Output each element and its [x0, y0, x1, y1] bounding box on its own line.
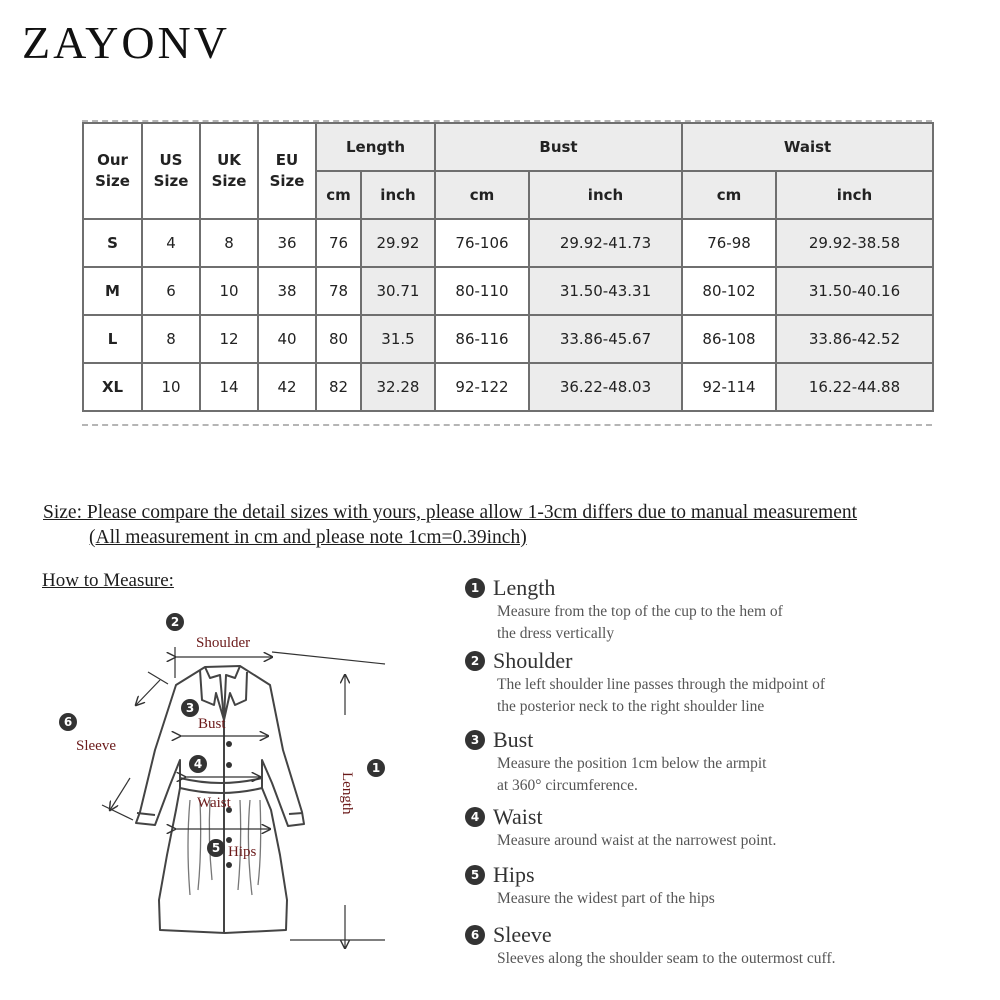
cell-waist-cm: 80-102	[682, 267, 776, 315]
cell-uk-size: 14	[200, 363, 258, 411]
label-hips: Hips	[228, 844, 257, 860]
step-sleeve-title: Sleeve	[493, 922, 552, 947]
dress-diagram	[40, 600, 420, 960]
badge-2: 2	[170, 615, 180, 629]
cell-us-size: 4	[142, 219, 200, 267]
table-row-m	[83, 267, 933, 315]
header-eu-size-line2: Size	[269, 172, 305, 190]
step-length-number-icon: 1	[465, 578, 485, 598]
cell-eu-size: 40	[258, 315, 316, 363]
cell-waist-inch: 31.50-40.16	[776, 267, 933, 315]
step-length-title: Length	[493, 575, 556, 600]
cell-waist-inch: 16.22-44.88	[776, 363, 933, 411]
header-uk-size-line1: UK	[217, 151, 241, 169]
cell-eu-size: 36	[258, 219, 316, 267]
step-length-desc-2: the dress vertically	[497, 625, 615, 642]
cell-uk-size: 12	[200, 315, 258, 363]
cell-our-size: L	[83, 315, 142, 363]
cell-eu-size: 38	[258, 267, 316, 315]
cell-bust-inch: 36.22-48.03	[529, 363, 682, 411]
size-note	[43, 500, 983, 550]
cell-bust-cm: 80-110	[435, 267, 529, 315]
table-row-s	[83, 219, 933, 267]
cell-length-inch: 32.28	[361, 363, 435, 411]
label-shoulder: Shoulder	[196, 635, 251, 651]
cell-length-inch: 30.71	[361, 267, 435, 315]
step-hips-title: Hips	[493, 862, 535, 887]
cell-bust-cm: 92-122	[435, 363, 529, 411]
step-shoulder-number-icon: 2	[465, 651, 485, 671]
diagram-labels	[76, 635, 355, 860]
header-eu-size-line1: EU	[275, 151, 299, 169]
label-waist: Waist	[197, 795, 231, 811]
cell-eu-size: 42	[258, 363, 316, 411]
header-our-size-line2: Size	[95, 172, 130, 190]
badge-3: 3	[185, 701, 195, 715]
cell-bust-inch: 33.86-45.67	[529, 315, 682, 363]
cell-length-inch: 31.5	[361, 315, 435, 363]
cell-our-size: XL	[83, 363, 142, 411]
step-sleeve	[465, 923, 835, 969]
badge-1: 1	[371, 761, 381, 775]
cell-bust-cm: 86-116	[435, 315, 529, 363]
cell-us-size: 10	[142, 363, 200, 411]
step-hips	[465, 863, 715, 909]
cell-length-inch: 29.92	[361, 219, 435, 267]
size-note-line1: Size: Please compare the detail sizes with yours, please allow 1-3cm differs due to manual measurement	[43, 502, 858, 523]
label-length: Length	[339, 772, 355, 815]
header-us-size	[142, 123, 200, 219]
step-bust-number-icon: 3	[465, 730, 485, 750]
cell-length-cm: 78	[316, 267, 361, 315]
header-length-inch: inch	[361, 171, 435, 219]
size-note-line2: (All measurement in cm and please note 1cm=0.39inch)	[89, 527, 527, 548]
cell-waist-inch: 33.86-42.52	[776, 315, 933, 363]
step-bust-desc-1: Measure the position 1cm below the armpit	[497, 755, 767, 772]
header-waist-cm: cm	[682, 171, 776, 219]
step-length-desc-1: Measure from the top of the cup to the hem of	[497, 603, 783, 620]
header-bust-cm: cm	[435, 171, 529, 219]
step-hips-desc-1: Measure the widest part of the hips	[497, 890, 715, 907]
cell-waist-cm: 76-98	[682, 219, 776, 267]
cell-us-size: 8	[142, 315, 200, 363]
cell-our-size: M	[83, 267, 142, 315]
cell-length-cm: 82	[316, 363, 361, 411]
label-sleeve: Sleeve	[76, 738, 116, 754]
header-bust-inch: inch	[529, 171, 682, 219]
cell-uk-size: 10	[200, 267, 258, 315]
table-row-xl	[83, 363, 933, 411]
step-shoulder-desc-1: The left shoulder line passes through the midpoint of	[497, 676, 826, 693]
header-us-size-line1: US	[159, 151, 183, 169]
step-shoulder-desc-2: the posterior neck to the right shoulder line	[497, 698, 765, 715]
cell-bust-inch: 31.50-43.31	[529, 267, 682, 315]
header-length: Length	[316, 123, 435, 171]
step-shoulder-title: Shoulder	[493, 648, 573, 673]
step-sleeve-number-icon: 6	[465, 925, 485, 945]
size-table	[82, 122, 934, 412]
step-bust	[465, 728, 766, 796]
header-waist: Waist	[682, 123, 933, 171]
badge-4: 4	[193, 757, 203, 771]
brand-logo: ZAYONV	[22, 17, 230, 68]
table-row-l	[83, 315, 933, 363]
step-hips-number-icon: 5	[465, 865, 485, 885]
cell-waist-cm: 92-114	[682, 363, 776, 411]
header-length-cm: cm	[316, 171, 361, 219]
cell-waist-inch: 29.92-38.58	[776, 219, 933, 267]
cell-length-cm: 76	[316, 219, 361, 267]
how-to-measure-heading: How to Measure:	[42, 570, 174, 591]
header-uk-size	[200, 123, 258, 219]
badge-6: 6	[63, 715, 73, 729]
badge-5: 5	[211, 841, 221, 855]
step-shoulder	[465, 649, 825, 717]
cell-our-size: S	[83, 219, 142, 267]
step-waist-desc-1: Measure around waist at the narrowest point.	[497, 832, 777, 849]
cell-us-size: 6	[142, 267, 200, 315]
step-waist-number-icon: 4	[465, 807, 485, 827]
label-bust: Bust	[198, 716, 226, 732]
step-length	[465, 576, 783, 644]
header-our-size-line1: Our	[97, 151, 128, 169]
cell-bust-inch: 29.92-41.73	[529, 219, 682, 267]
header-uk-size-line2: Size	[211, 172, 247, 190]
cell-uk-size: 8	[200, 219, 258, 267]
header-eu-size	[258, 123, 316, 219]
step-bust-title: Bust	[493, 727, 534, 752]
cell-waist-cm: 86-108	[682, 315, 776, 363]
size-chart	[82, 120, 932, 426]
header-waist-inch: inch	[776, 171, 933, 219]
step-waist	[465, 805, 776, 851]
step-sleeve-desc-1: Sleeves along the shoulder seam to the outermost cuff.	[497, 950, 836, 967]
header-us-size-line2: Size	[153, 172, 189, 190]
header-our-size	[83, 123, 142, 219]
cell-bust-cm: 76-106	[435, 219, 529, 267]
step-bust-desc-2: at 360° circumference.	[497, 777, 638, 794]
cell-length-cm: 80	[316, 315, 361, 363]
step-waist-title: Waist	[493, 804, 543, 829]
header-bust: Bust	[435, 123, 682, 171]
